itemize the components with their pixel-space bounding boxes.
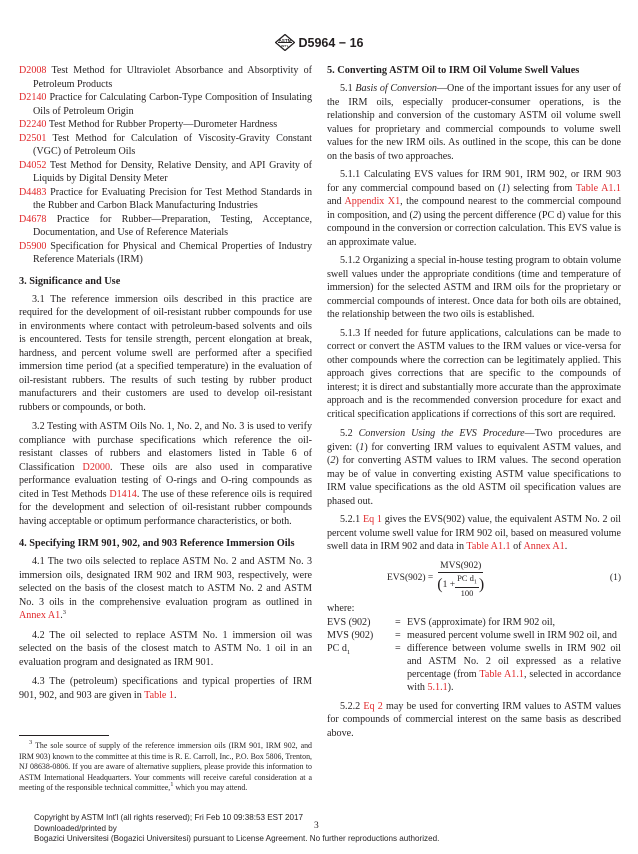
link-5-1-1[interactable]: 5.1.1 bbox=[427, 681, 448, 693]
link-table-a1-1[interactable]: Table A1.1 bbox=[575, 182, 621, 194]
left-column bbox=[19, 64, 312, 702]
definition-term: MVS (902) bbox=[327, 629, 374, 641]
reference-link-d2008[interactable]: D2008 bbox=[19, 65, 47, 76]
definition-eq: = bbox=[395, 616, 401, 628]
section-3-heading: 3. Significance and Use bbox=[19, 275, 121, 287]
footnote: $^3$ The sole source of supply of the reference immersion oils (IRM 901, IRM 902, and IRM 903) known to the committee at this time is R. E. Carroll, Inc., P.O. Box 5806, Trenton, NJ 08638-0806. If you are aware of alternative suppliers, please provide this information to ASTM International Headquarters. Your comments will receive careful consideration at a meeting of the responsible technical committee,$^1$ which you may attend. bbox=[19, 739, 312, 793]
copyright-footer: Copyright by ASTM Int'l (all rights reserved); Fri Feb 10 09:38:53 EST 2017 Downloaded/printed by Bogazici Universitesi (Bogazici Universitesi) pursuant to License Agreement. No further reproductions authorized. bbox=[34, 813, 440, 844]
section-5-heading: 5. Converting ASTM Oil to IRM Oil Volume Swell Values bbox=[327, 65, 580, 76]
reference-title: Test Method for Rubber Property—Durometer Hardness bbox=[48, 119, 278, 130]
link-table-a1-1-b[interactable]: Table A1.1 bbox=[466, 541, 511, 552]
definition-pcd1: PC $d_1$ = difference between volume swells in IRM 902 oil and ASTM No. 2 oil expressed as a relative percentage (from Table A1.1, selected in accordance with 5.1.1). bbox=[327, 642, 621, 693]
para-4-2: 4.2 The oil selected to replace ASTM No. 1 immersion oil was selected on the basis of the closest match to ASTM No. 1 oil in an evaluation program and designated as IRM 901. bbox=[19, 629, 312, 668]
reference-item bbox=[19, 159, 312, 186]
designation: D5964 − 16 bbox=[298, 36, 364, 50]
reference-link-d4483[interactable]: D4483 bbox=[19, 186, 47, 198]
reference-title: Specification for Physical and Chemical Properties of Industry Reference Materials (IRM) bbox=[33, 240, 312, 265]
reference-link-d4678[interactable]: D4678 bbox=[19, 213, 47, 225]
equation-label: (1) bbox=[609, 573, 621, 584]
para-5-1-3: 5.1.3 If needed for future applications, calculations can be made to correct or convert the ASTM values to the IRM values or vice-versa for other compounds where the correction can be legitimately applied. This approach gives corrections that are specific to the compounds of interest; it is direct and substantially more accurate than the approximate approach and is the recommended conversion procedure for exact and critical specification applications if corrections of this sort are required. bbox=[327, 327, 621, 420]
reference-link-d2501[interactable]: D2501 bbox=[19, 132, 47, 144]
link-eq-1[interactable]: Eq 1 bbox=[362, 514, 382, 525]
reference-title: Practice for Calculating Carbon-Type Composition of Insulating Oils of Petroleum Origin bbox=[33, 92, 312, 117]
svg-text:INT'L: INT'L bbox=[280, 44, 289, 48]
reference-link-d2140[interactable]: D2140 bbox=[19, 92, 47, 103]
where-label: where: bbox=[327, 603, 355, 615]
definition-desc: measured percent volume swell in IRM 902 oil, and bbox=[407, 629, 617, 641]
reference-link-d4052[interactable]: D4052 bbox=[19, 159, 47, 171]
equation-1 bbox=[327, 560, 621, 599]
reference-item bbox=[19, 91, 312, 118]
para-3-1: 3.1 The reference immersion oils described in this practice are required for the development of oil-resistant rubber compounds for use in environments where contact with petroleum-based solvents and oils is encountered. Tests for tensile strength, percent elongation at break, hardness, and percent volume swell are performed after a specified immersion time period (at a specified temperature) in the evaluation of oil-resistant rubbers. The results of such testing by rubber product manufacturers and their customers are used to develop oil-resistant rubbers or compounds, or both. bbox=[19, 293, 312, 413]
astm-logo-icon bbox=[275, 34, 295, 51]
reference-item bbox=[19, 186, 312, 213]
para-5-1: 5.1 Basis of Conversion—One of the important issues for any user of the IRM oils, especially producer-consumer operations, is the relationship and conversion of the customary ASTM oil volume swell values for proprietary and commercial compounds to volume swell values for the new IRM oils. As outlined in the scope, this can be done on the basis of two approaches. bbox=[327, 83, 622, 162]
footnote-divider bbox=[19, 735, 109, 736]
link-annex-a1[interactable]: Annex A1 bbox=[19, 610, 61, 621]
para-4-3: 4.3 The (petroleum) specifications and typical properties of IRM 901, 902, and 903 are given in Table 1. bbox=[19, 676, 312, 701]
variable-definitions bbox=[327, 616, 621, 642]
link-table-1[interactable]: Table 1 bbox=[144, 689, 174, 701]
definition-desc: EVS (approximate) for IRM 902 oil, bbox=[407, 616, 556, 628]
reference-link-d5900[interactable]: D5900 bbox=[19, 240, 47, 252]
para-5-1-2: 5.1.2 Organizing a special in-house testing program to obtain volume swell values under the appropriate conditions (time and temperature of immersion) for the selected ASTM and IRM oils for the proprietary or commercial compounds of interest. Once data for both oils are obtained, the relationship between the two oils is established. bbox=[327, 255, 621, 320]
para-3-2: 3.2 Testing with ASTM Oils No. 1, No. 2, and No. 3 is used to verify compliance with purchase specifications which reference the oil-resistant classes of rubbers and elastomers listed in Table 6 of Classification D2000. These oils are also used in comparative performance evaluation testing of O-rings and O-ring compounds as cited in Test Methods D1414. The use of these reference oils is required for the development and selection of oil-resistant rubber compounds having acceptable or optimum performance characteristics, or both. bbox=[19, 421, 312, 527]
reference-title: Test Method for Calculation of Viscosity-Gravity Constant (VGC) of Petroleum Oils bbox=[33, 132, 312, 157]
definition-eq: = bbox=[395, 629, 401, 641]
reference-link-d2240[interactable]: D2240 bbox=[19, 119, 47, 130]
link-eq-2[interactable]: Eq 2 bbox=[363, 700, 383, 712]
reference-item bbox=[19, 240, 312, 267]
para-5-2-2: 5.2.2 Eq 2 may be used for converting IRM values to ASTM values for compounds of commercial interest on the same basis as described above. bbox=[327, 700, 621, 739]
reference-item bbox=[19, 132, 312, 159]
link-d1414[interactable]: D1414 bbox=[109, 488, 137, 500]
section-4-heading: 4. Specifying IRM 901, 902, and 903 Reference Immersion Oils bbox=[19, 538, 295, 549]
reference-title: Test Method for Ultraviolet Absorbance and Absorptivity of Petroleum Products bbox=[33, 65, 312, 90]
para-5-2: 5.2 Conversion Using the EVS Procedure—Two procedures are given: (1) for converting IRM values to equivalent ASTM values, and (2) for converting ASTM values to IRM values. The second operation may be of value in converting existing ASTM value specifications to IRM value specifications as the old ASTM oil specification values are phased out. bbox=[327, 428, 622, 507]
link-d2000[interactable]: D2000 bbox=[82, 461, 111, 473]
footnote-ref[interactable]: 3 bbox=[62, 609, 66, 616]
link-table-a1-1-c[interactable]: Table A1.1 bbox=[479, 668, 524, 680]
reference-item bbox=[19, 118, 312, 132]
equation-body: EVS(902) = MVS(902) ( 1 + $\frac{PC d_1}{100}$ ) bbox=[387, 560, 485, 599]
page-number: 3 bbox=[314, 821, 319, 831]
reference-title: Practice for Rubber—Preparation, Testing, Acceptance, Documentation, and Use of Reference Materials bbox=[33, 213, 313, 238]
reference-title: Test Method for Density, Relative Density, and API Gravity of Liquids by Digital Density Meter bbox=[33, 159, 312, 184]
reference-item bbox=[19, 64, 312, 91]
right-column bbox=[327, 64, 621, 740]
link-appendix-x1[interactable]: Appendix X1 bbox=[344, 196, 401, 207]
link-annex-a1-b[interactable]: Annex A1 bbox=[523, 541, 565, 552]
para-4-1: 4.1 The two oils selected to replace ASTM No. 2 and ASTM No. 3 immersion oils, designated IRM 902 and IRM 903, respectively, were selected on the basis of the closest match to ASTM No. 2 and ASTM No. 3 oils in the comprehensive evaluation program as outlined in Annex A1.$^3$ bbox=[19, 556, 312, 621]
reference-list bbox=[19, 64, 312, 267]
definition-term: EVS (902) bbox=[327, 616, 371, 628]
para-5-2-1: 5.2.1 Eq 1 gives the EVS(902) value, the equivalent ASTM No. 2 oil percent volume swell value for IRM 902 oil, based on measured volume swell data in IRM 902 and data in Table A1.1 of Annex A1. bbox=[327, 514, 621, 552]
svg-text:ASTM: ASTM bbox=[277, 38, 292, 43]
reference-title: Practice for Evaluating Precision for Test Method Standards in the Rubber and Carbon Black Manufacturing Industries bbox=[33, 186, 312, 211]
para-5-1-1: 5.1.1 Calculating EVS values for IRM 901, IRM 902, or IRM 903 for any commercial compound based on (1) selecting from Table A1.1 and Appendix X1, the compound nearest to the commercial compound in composition, and (2) using the percent difference (PC d) value for this compound in the conversion or correction calculation. This EVS value is an approximate value. bbox=[327, 169, 621, 248]
document-header bbox=[0, 34, 638, 51]
reference-item bbox=[19, 213, 312, 240]
